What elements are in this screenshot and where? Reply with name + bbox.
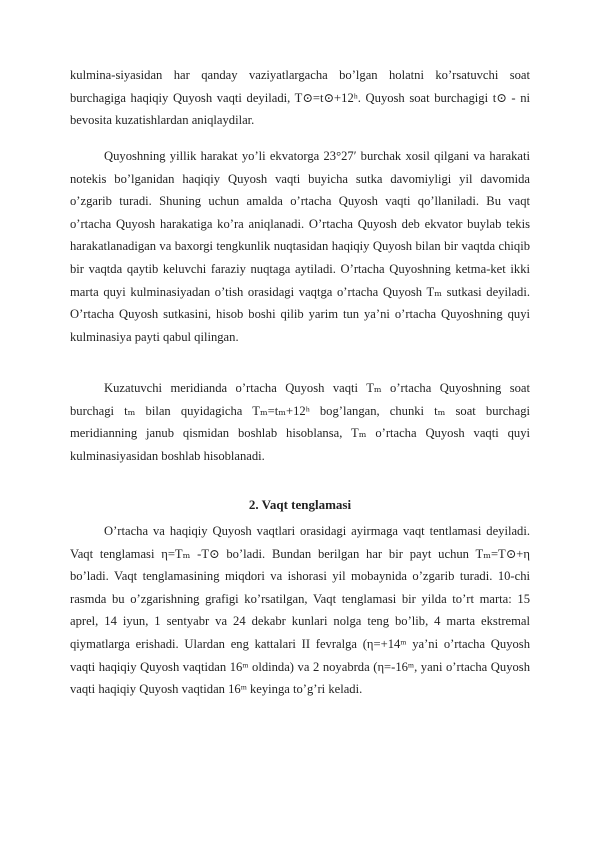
- paragraph-4: [70, 520, 530, 701]
- paragraph-4-text: O’rtacha va haqiqiy Quyosh vaqtlari orasidagi ayirmaga vaqt tentlamasi deyiladi. Vaqt tenglamasi η=Tₘ -T⊙ bo’ladi. Bundan berilgan har bir payt uchun Tₘ=T⊙+η bo’ladi. Vaqt tenglamasining miqdori va ishorasi yil mobaynida o’zgarib turadi. 10-chi rasmda bu o’zgarishning grafigi ko’rsatilgan, Vaqt tenglamasi bir yilda to’rt marta: 15 aprel, 14 iyun, 1 sentyabr va 24 dekabr kunlari nolga teng bo’lib, 4 marta ekstremal qiymatlarga erishadi. Ulardan eng kattalari II fevralga (η=+14ᵐ ya’ni o’rtacha Quyosh vaqti haqiqiy Quyosh vaqtidan 16ᵐ oldinda) va 2 noyabrda (η=-16ᵐ, yani o’rtacha Quyosh vaqti haqiqiy Quyosh vaqtidan 16ᵐ keyinga to’g’ri keladi.: [70, 524, 530, 697]
- paragraph-1: [70, 64, 530, 132]
- paragraph-2-text: Quyoshning yillik harakat yo’li ekvatorga 23°27′ burchak xosil qilgani va harakati notekis bo’lganidan haqiqiy Quyosh vaqti buyicha sutka davomiyligi yil davomida o’zgarib turadi. Shuning uchun amalda o’rtacha Quyosh vaqti qo’llaniladi. Bu vaqt o’rtacha Quyosh harakatiga ko’ra aniqlanadi. O’rtacha Quyosh deb ekvator buylab tekis harakatlanadigan va baxorgi tengkunlik nuqtasidan haqiqiy Quyosh bilan bir vaqtda chiqib bir vaqtda qaytib keluvchi faraziy nuqtaga aytiladi. O’rtacha Quyoshning ketma-ket ikki marta quyi kulminasiyadan o’tish orasidagi vaqtga o’rtacha Quyosh Tₘ sutkasi deyiladi. O’rtacha Quyosh sutkasini, hisob boshi qilib yarim tun ya’ni o’rtacha Quyoshning quyi kulminasiya payti qabul qilingan.: [70, 149, 530, 344]
- paragraph-2: [70, 145, 530, 348]
- section-heading: 2. Vaqt tenglamasi: [248, 497, 352, 512]
- paragraph-3: [70, 377, 530, 467]
- paragraph-3-text: Kuzatuvchi meridianda o’rtacha Quyosh vaqti Tₘ o’rtacha Quyoshning soat burchagi tₘ bilan quyidagicha Tₘ=tₘ+12ʰ bog’langan, chunki tₘ soat burchagi meridianning janub qismidan boshlab hisoblansa, Tₘ o’rtacha Quyosh vaqti quyi kulminasiyasidan boshlab hisoblanadi.: [70, 381, 530, 463]
- paragraph-1-text: kulmina-siyasidan har qanday vaziyatlargacha bo’lgan holatni ko’rsatuvchi soat burchagiga haqiqiy Quyosh vaqti deyiladi, T⊙=t⊙+12ʰ. Quyosh soat burchagigi t⊙ - ni bevosita kuzatishlardan aniqlaydilar.: [70, 68, 530, 128]
